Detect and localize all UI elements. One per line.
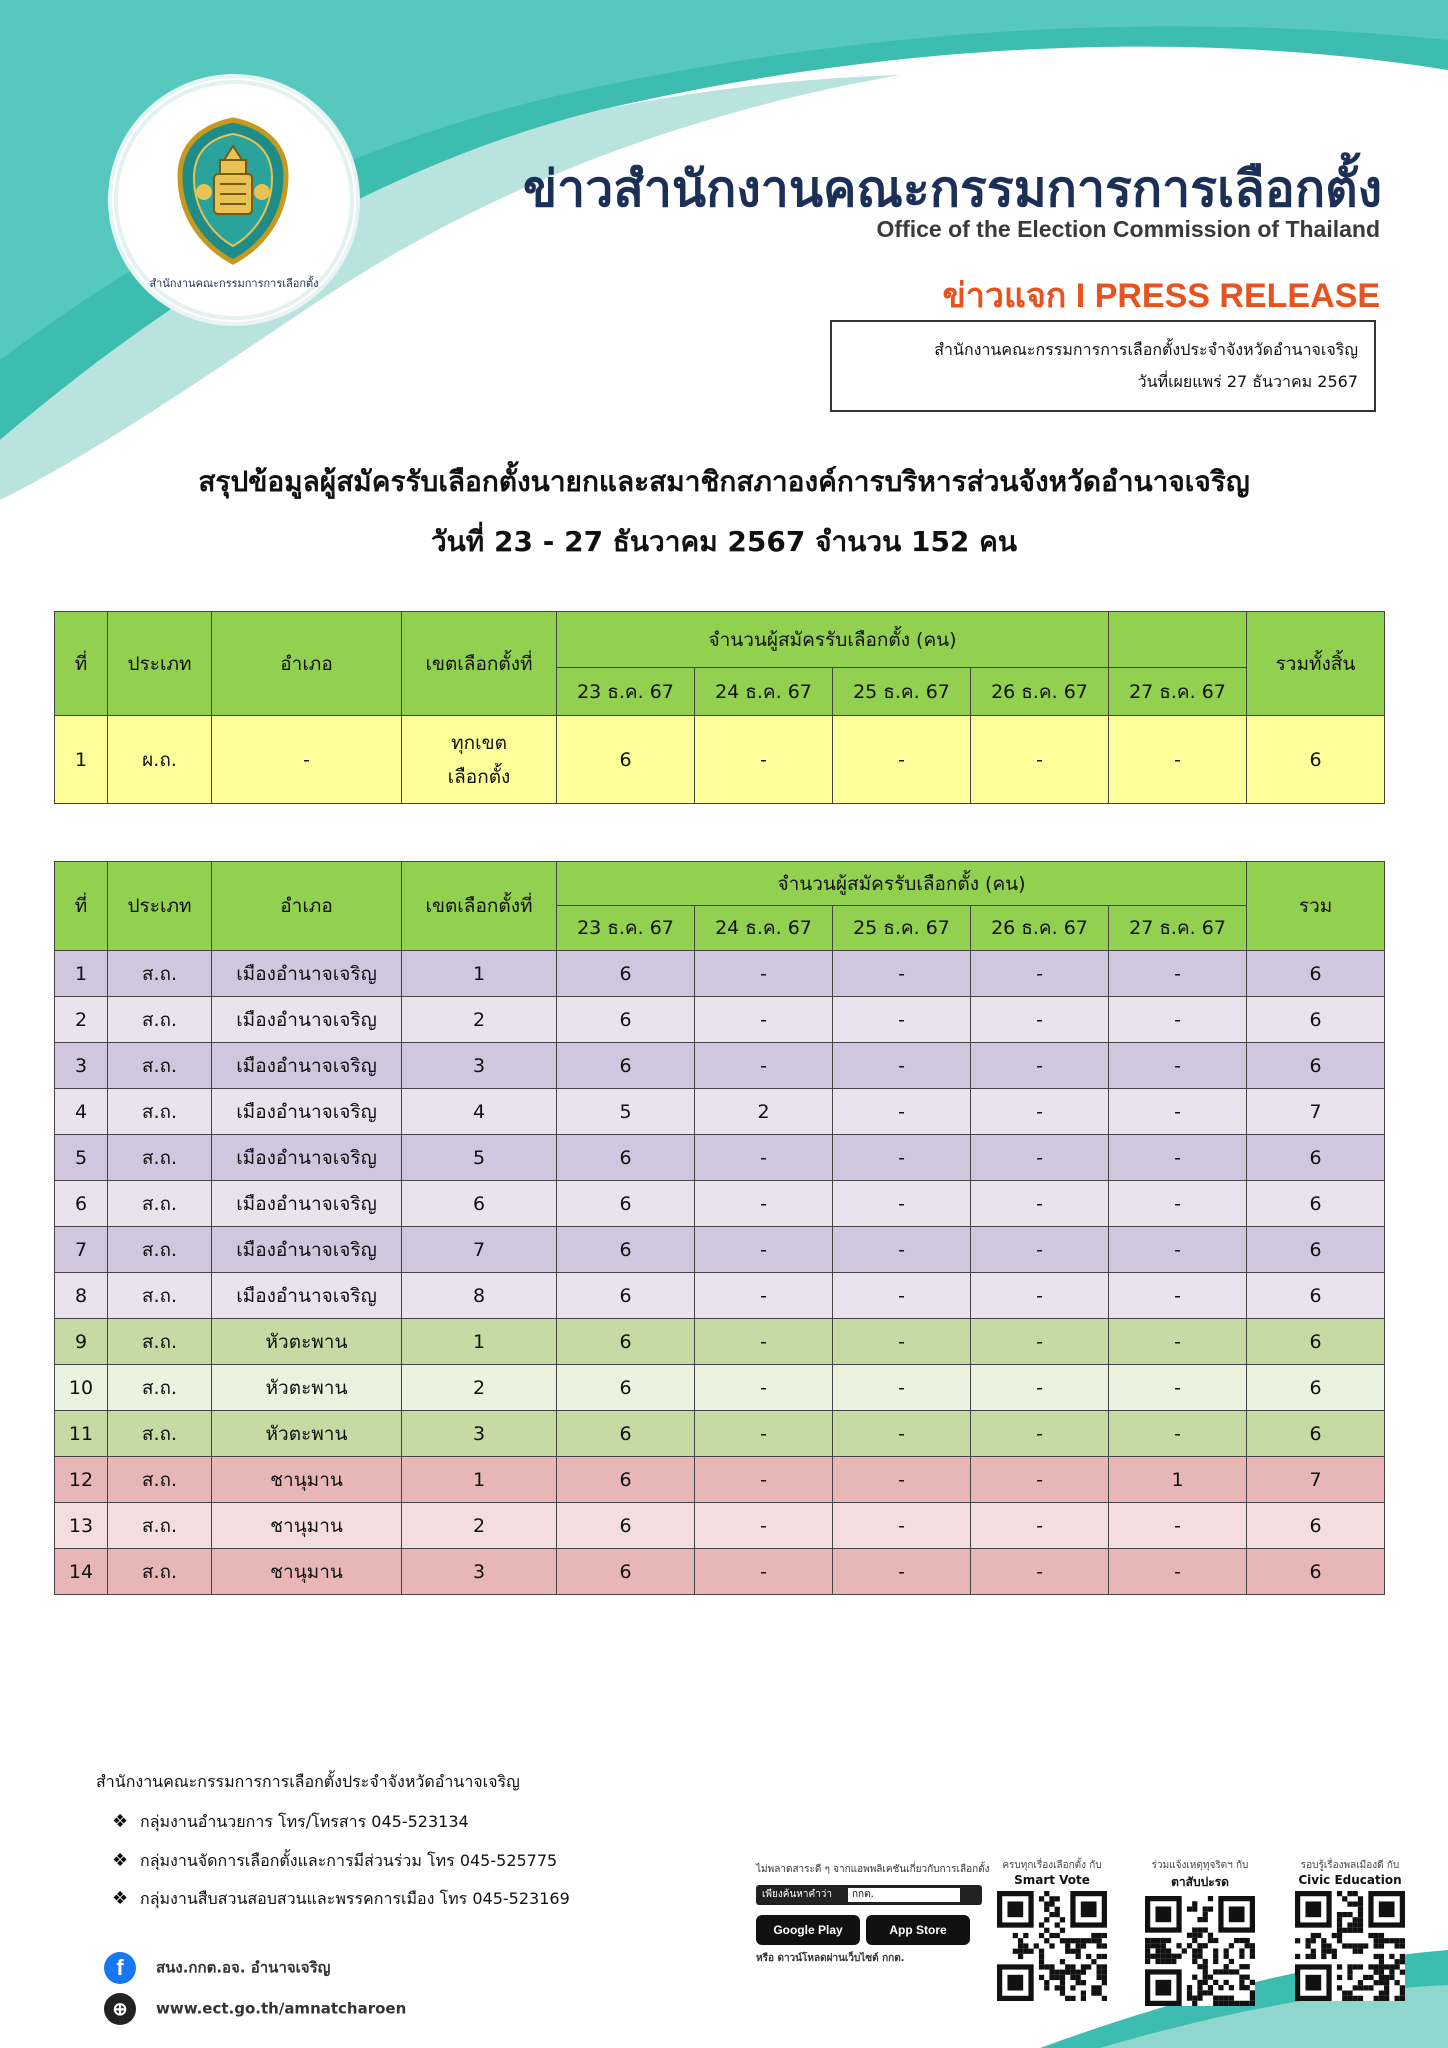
cell-total: 7 [1247,1457,1385,1503]
qr-name: Civic Education [1298,1873,1402,1887]
press-release-label: ข่าวแจก I PRESS RELEASE [942,277,1380,315]
cell-district: ชานุมาน [212,1503,402,1549]
summary-title: สรุปข้อมูลผู้สมัครรับเลือกตั้งนายกและสมาชิกสภาองค์การบริหารส่วนจังหวัดอำนาจเจริญ [198,465,1250,498]
cell-value: - [833,997,971,1043]
header-no: ที่ [55,862,108,951]
cell-value: 5 [557,1089,695,1135]
cell-value: - [833,1319,971,1365]
table-row [55,1411,1385,1457]
cell-value: - [971,951,1109,997]
cell-total: 6 [1247,1043,1385,1089]
table-row [55,1503,1385,1549]
cell-zone: 3 [402,1043,557,1089]
header-date-1: 23 ธ.ค. 67 [557,906,695,951]
cell-zone: 6 [402,1181,557,1227]
cell-district: เมืองอำนาจเจริญ [212,951,402,997]
cell-total: 6 [1247,716,1385,804]
cell-total: 6 [1247,1273,1385,1319]
contact-line [112,1810,469,1835]
qr-civic-education [1290,1858,1410,2001]
cell-no: 11 [55,1411,108,1457]
cell-zone: 1 [402,1457,557,1503]
qr-code-icon[interactable] [1145,1896,1255,2006]
cell-value: - [833,1457,971,1503]
cell-value: - [971,1503,1109,1549]
cell-value: - [695,997,833,1043]
cell-value: - [833,1135,971,1181]
search-hint [756,1885,982,1905]
cell-no: 14 [55,1549,108,1595]
contact-text: กลุ่มงานอำนวยการ โทร/โทรสาร 045-523134 [140,1812,469,1831]
cell-zone: 2 [402,1365,557,1411]
cell-district: ชานุมาน [212,1549,402,1595]
cell-value: - [1109,1503,1247,1549]
cell-no: 3 [55,1043,108,1089]
cell-value: - [695,1181,833,1227]
cell-value: - [695,1411,833,1457]
cell-type: ส.ถ. [108,951,212,997]
cell-no: 4 [55,1089,108,1135]
cell-zone: 1 [402,1319,557,1365]
cell-value: 6 [557,1181,695,1227]
cell-value: - [971,1227,1109,1273]
cell-district: - [212,716,402,804]
cell-value: 6 [557,1457,695,1503]
table-row [55,1043,1385,1089]
qr-code-icon[interactable] [997,1891,1107,2001]
cell-district: ชานุมาน [212,1457,402,1503]
table-row [55,1457,1385,1503]
cell-value: - [1109,1319,1247,1365]
cell-type: ส.ถ. [108,1273,212,1319]
cell-value: - [695,716,833,804]
ect-logo [112,78,356,322]
cell-no: 2 [55,997,108,1043]
header-date-5: 27 ธ.ค. 67 [1109,668,1247,716]
cell-value: - [833,1549,971,1595]
cell-total: 6 [1247,1503,1385,1549]
cell-type: ส.ถ. [108,1457,212,1503]
cell-value: - [1109,1181,1247,1227]
diamond-bullet-icon: ❖ [112,1888,129,1909]
cell-value: - [833,1181,971,1227]
cell-value: 6 [557,1549,695,1595]
table-row [55,1549,1385,1595]
cell-type: ส.ถ. [108,1549,212,1595]
release-info-box [830,320,1376,412]
cell-value: - [833,1411,971,1457]
cell-no: 9 [55,1319,108,1365]
cell-value: - [1109,1273,1247,1319]
cell-value: - [971,997,1109,1043]
emblem-icon [168,116,298,266]
cell-value: - [833,1227,971,1273]
cell-value: 6 [557,1043,695,1089]
release-office: สำนักงานคณะกรรมการการเลือกตั้งประจำจังหวัดอำนาจเจริญ [934,340,1358,359]
header-type: ประเภท [108,862,212,951]
cell-type: ส.ถ. [108,1227,212,1273]
facebook-link[interactable] [104,1952,330,1988]
cell-value: - [695,951,833,997]
website-label: www.ect.go.th/amnatcharoen [156,1999,407,2018]
cell-zone: 2 [402,1503,557,1549]
cell-value: 6 [557,1135,695,1181]
cell-type: ส.ถ. [108,1135,212,1181]
cell-value: 6 [557,1365,695,1411]
app-store-badge[interactable]: App Store [866,1915,970,1945]
cell-total: 6 [1247,1549,1385,1595]
header-date-3: 25 ธ.ค. 67 [833,668,971,716]
summary-subtitle: วันที่ 23 - 27 ธันวาคม 2567 จำนวน 152 คน [430,525,1018,558]
google-play-badge[interactable]: Google Play [756,1915,860,1945]
cell-no: 1 [55,716,108,804]
cell-value: 6 [557,951,695,997]
table-row [55,1089,1385,1135]
header-date-2: 24 ธ.ค. 67 [695,906,833,951]
header-date-2: 24 ธ.ค. 67 [695,668,833,716]
header-district: อำเภอ [212,862,402,951]
contact-line [112,1887,570,1912]
cell-value: - [695,1365,833,1411]
cell-no: 13 [55,1503,108,1549]
header-district: อำเภอ [212,612,402,716]
header-total: รวม [1247,862,1385,951]
cell-value: - [1109,997,1247,1043]
cell-zone: 3 [402,1549,557,1595]
search-term: กกต. [848,1888,960,1902]
table-row [55,716,1385,804]
cell-value: - [833,1365,971,1411]
qr-name: Smart Vote [1014,1873,1090,1887]
header-candidate-count: จำนวนผู้สมัครรับเลือกตั้ง (คน) [557,862,1247,906]
cell-value: 6 [557,1411,695,1457]
release-date: วันที่เผยแพร่ 27 ธันวาคม 2567 [1137,372,1358,391]
cell-zone: 8 [402,1273,557,1319]
header-title-thai: ข่าวสำนักงานคณะกรรมการการเลือกตั้ง [522,160,1382,218]
cell-zone [402,716,557,804]
cell-district: หัวตะพาน [212,1319,402,1365]
cell-value: - [1109,1043,1247,1089]
cell-district: เมืองอำนาจเจริญ [212,1227,402,1273]
cell-type: ส.ถ. [108,1411,212,1457]
table-row [55,1319,1385,1365]
table-row [55,1273,1385,1319]
globe-icon: ⊕ [104,1993,136,2025]
header-candidate-count: จำนวนผู้สมัครรับเลือกตั้ง (คน) [557,612,1109,668]
cell-value: - [971,716,1109,804]
download-note: หรือ ดาวน์โหลดผ่านเว็บไซต์ กกต. [756,1953,905,1964]
cell-value: - [695,1457,833,1503]
cell-district: เมืองอำนาจเจริญ [212,997,402,1043]
qr-smart-vote [992,1858,1112,2001]
cell-value: - [971,1273,1109,1319]
cell-value: 6 [557,1503,695,1549]
cell-value: - [695,1135,833,1181]
header-grand-total: รวมทั้งสิ้น [1247,612,1385,716]
qr-caption: รอบรู้เรื่องพลเมืองดี กับ [1300,1860,1400,1871]
cell-type: ส.ถ. [108,997,212,1043]
cell-value: - [833,716,971,804]
cell-value: - [695,1273,833,1319]
cell-zone: 2 [402,997,557,1043]
search-label: เพียงค้นหาคำว่า [762,1889,833,1900]
cell-total: 6 [1247,997,1385,1043]
cell-total: 6 [1247,1319,1385,1365]
cell-zone-line1: ทุกเขต [451,731,507,754]
header-zone: เขตเลือกตั้งที่ [402,612,557,716]
cell-zone: 5 [402,1135,557,1181]
cell-value: 6 [557,1273,695,1319]
header-date-4: 26 ธ.ค. 67 [971,906,1109,951]
cell-district: หัวตะพาน [212,1411,402,1457]
mayor-candidates-table [54,611,1385,804]
cell-value: - [971,1043,1109,1089]
cell-value: - [971,1089,1109,1135]
table-row [55,1365,1385,1411]
cell-type: ส.ถ. [108,1181,212,1227]
cell-zone: 3 [402,1411,557,1457]
cell-value: - [1109,1089,1247,1135]
cell-district: เมืองอำนาจเจริญ [212,1273,402,1319]
cell-no: 5 [55,1135,108,1181]
cell-total: 6 [1247,1135,1385,1181]
cell-value: - [695,1043,833,1089]
cell-value: - [971,1549,1109,1595]
cell-value: - [971,1181,1109,1227]
cell-value: - [971,1319,1109,1365]
qr-code-icon[interactable] [1295,1891,1405,2001]
qr-caption: ครบทุกเรื่องเลือกตั้ง กับ [1002,1860,1102,1871]
cell-total: 6 [1247,951,1385,997]
cell-district: เมืองอำนาจเจริญ [212,1043,402,1089]
cell-value: - [833,951,971,997]
cell-total: 7 [1247,1089,1385,1135]
header-date-1: 23 ธ.ค. 67 [557,668,695,716]
table-row [55,951,1385,997]
table-row [55,997,1385,1043]
cell-value: - [833,1089,971,1135]
cell-total: 6 [1247,1411,1385,1457]
cell-value: - [695,1227,833,1273]
cell-value: - [1109,1411,1247,1457]
cell-value: - [1109,1365,1247,1411]
cell-no: 6 [55,1181,108,1227]
cell-zone: 1 [402,951,557,997]
cell-total: 6 [1247,1181,1385,1227]
cell-value: - [1109,1549,1247,1595]
header-title-english: Office of the Election Commission of Thailand [876,216,1380,242]
cell-district: เมืองอำนาจเจริญ [212,1135,402,1181]
cell-value: - [1109,716,1247,804]
diamond-bullet-icon: ❖ [112,1850,129,1871]
cell-value: - [971,1365,1109,1411]
facebook-label: สนง.กกต.อจ. อำนาจเจริญ [156,1958,331,1977]
cell-zone: 7 [402,1227,557,1273]
cell-district: หัวตะพาน [212,1365,402,1411]
cell-value: 2 [695,1089,833,1135]
header-date-5: 27 ธ.ค. 67 [1109,906,1247,951]
contact-text: กลุ่มงานสืบสวนสอบสวนและพรรคการเมือง โทร 045-523169 [140,1889,570,1908]
cell-value: 6 [557,716,695,804]
cell-value: 1 [1109,1457,1247,1503]
cell-value: - [695,1549,833,1595]
cell-no: 7 [55,1227,108,1273]
table-row [55,1227,1385,1273]
cell-no: 12 [55,1457,108,1503]
cell-value: 6 [557,1227,695,1273]
header-date-4: 26 ธ.ค. 67 [971,668,1109,716]
cell-total: 6 [1247,1365,1385,1411]
qr-caption: ร่วมแจ้งเหตุทุจริตฯ กับ [1151,1860,1249,1871]
cell-no: 10 [55,1365,108,1411]
header-type: ประเภท [108,612,212,716]
cell-district: เมืองอำนาจเจริญ [212,1089,402,1135]
cell-value: - [1109,1227,1247,1273]
header-zone: เขตเลือกตั้งที่ [402,862,557,951]
promo-tagline: ไม่พลาดสาระดี ๆ จากแอพพลิเคชันเกี่ยวกับการเลือกตั้ง [756,1864,990,1875]
website-link[interactable] [104,1993,406,2029]
cell-value: - [833,1043,971,1089]
qr-ta-sappharot [1140,1858,1260,2006]
cell-value: - [971,1411,1109,1457]
cell-type: ส.ถ. [108,1503,212,1549]
cell-value: - [971,1457,1109,1503]
header-blank [1109,612,1247,668]
header-date-3: 25 ธ.ค. 67 [833,906,971,951]
cell-value: - [695,1319,833,1365]
cell-type: ผ.ถ. [108,716,212,804]
cell-total: 6 [1247,1227,1385,1273]
cell-type: ส.ถ. [108,1089,212,1135]
logo-text: สำนักงานคณะกรรมการการเลือกตั้ง [149,277,319,290]
header-no: ที่ [55,612,108,716]
facebook-icon: f [104,1952,136,1984]
cell-zone: 4 [402,1089,557,1135]
cell-value: - [833,1503,971,1549]
cell-value: - [695,1503,833,1549]
app-promo [756,1862,990,1990]
contact-text: กลุ่มงานจัดการเลือกตั้งและการมีส่วนร่วม โทร 045-525775 [140,1851,558,1870]
cell-value: - [1109,951,1247,997]
council-candidates-table [54,861,1385,1595]
cell-zone-line2: เลือกตั้ง [447,765,511,788]
table-row [55,1181,1385,1227]
cell-type: ส.ถ. [108,1365,212,1411]
cell-no: 1 [55,951,108,997]
cell-value: - [833,1273,971,1319]
cell-no: 8 [55,1273,108,1319]
cell-type: ส.ถ. [108,1043,212,1089]
contact-line [112,1849,557,1874]
cell-type: ส.ถ. [108,1319,212,1365]
cell-district: เมืองอำนาจเจริญ [212,1181,402,1227]
cell-value: 6 [557,997,695,1043]
qr-name: ตาสับปะรด [1171,1875,1229,1889]
diamond-bullet-icon: ❖ [112,1811,129,1832]
cell-value: - [1109,1135,1247,1181]
cell-value: 6 [557,1319,695,1365]
cell-value: - [971,1135,1109,1181]
footer-office: สำนักงานคณะกรรมการการเลือกตั้งประจำจังหวัดอำนาจเจริญ [96,1772,520,1791]
table-row [55,1135,1385,1181]
